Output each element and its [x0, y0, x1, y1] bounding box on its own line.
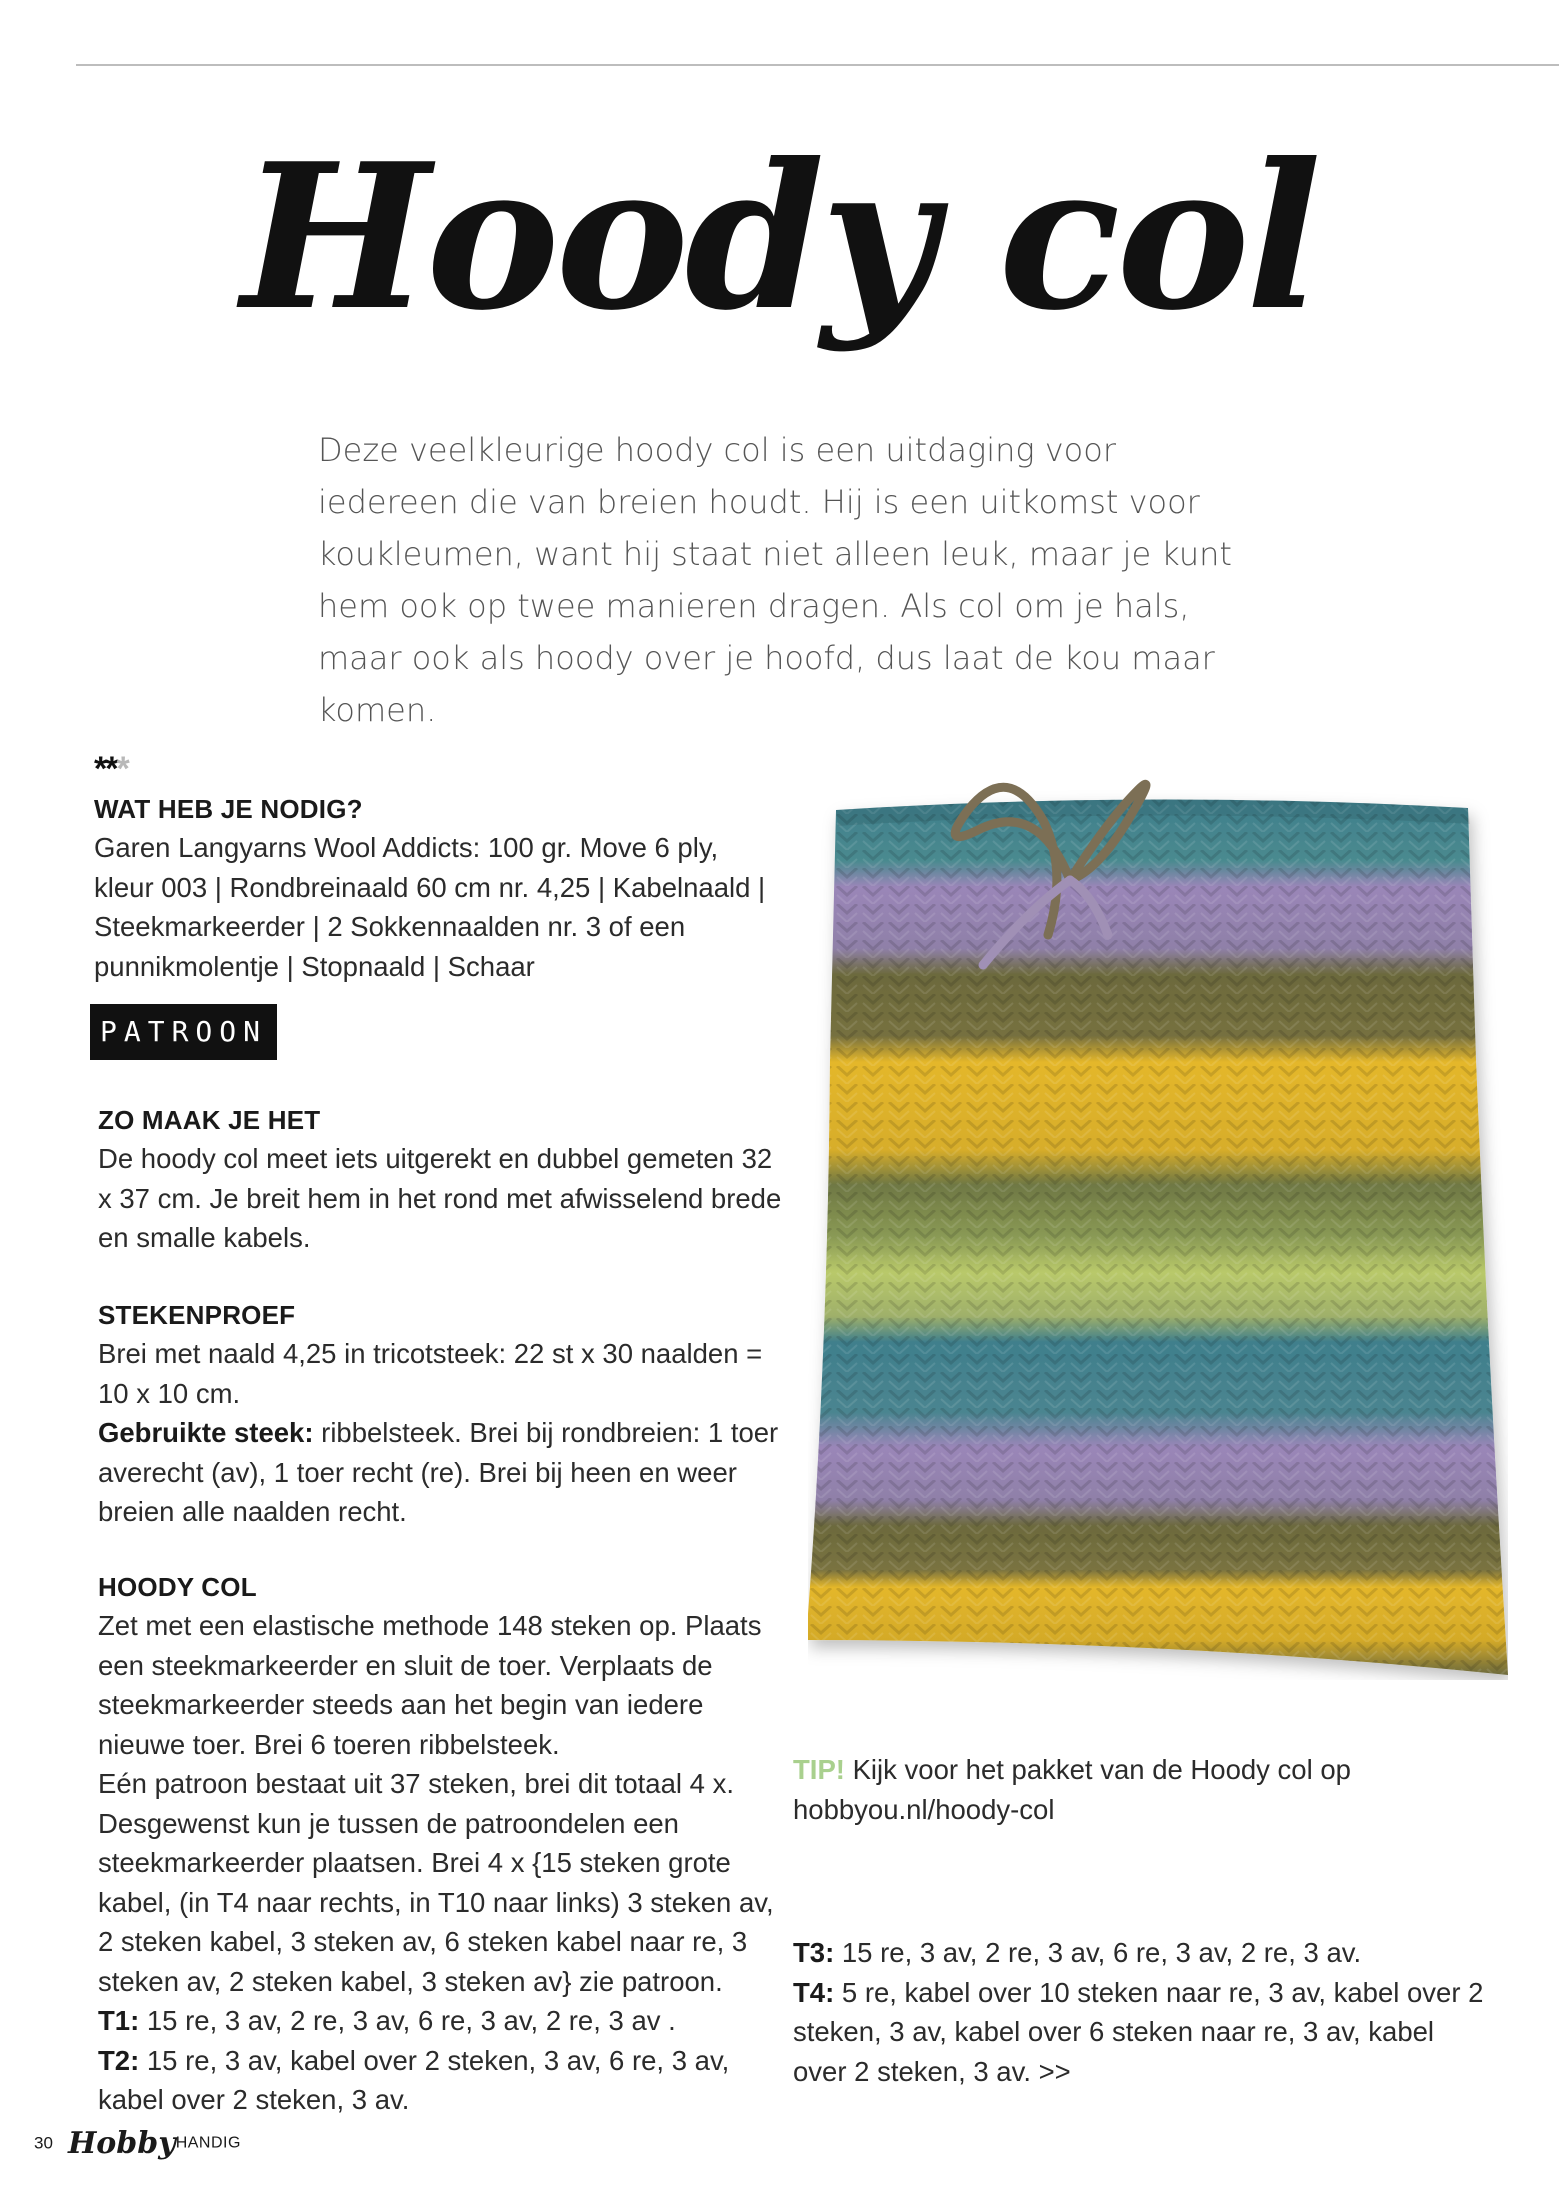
intro-text: Deze veelkleurige hoody col is een uitdaging voor iedereen die van breien houdt. Hij is een uitkomst voor koukleumen, want hij staat niet alleen leuk, maar je kunt hem ook op twee manieren dragen. Als col om je hals, maar ook als hoody over je hoofd, dus laat de kou maar komen. [318, 431, 1232, 729]
instructions-heading: ZO MAAK JE HET [98, 1105, 321, 1135]
row-t2 [98, 2041, 788, 2120]
row-t4 [793, 1973, 1493, 2092]
instructions-section [98, 1101, 788, 1258]
difficulty-stars-empty: * [116, 750, 128, 788]
hoody-text-1: Zet met een elastische methode 148 steken op. Plaats een steekmarkeerder en sluit de toer. Verplaats de steekmarkeerder steeds aan het begin van iedere nieuwe toer. Brei 6 toeren ribbelsteek. [98, 1610, 762, 1760]
page-footer [34, 2126, 241, 2161]
stitch-used-text: ribbelsteek. Brei bij rondbreien: 1 toer averecht (av), 1 toer recht (re). Brei bij heen en weer breien alle naalden recht. [98, 1417, 779, 1527]
pattern-badge: PATROON [90, 1004, 277, 1060]
row-t3 [793, 1933, 1493, 1973]
hoody-section [98, 1568, 788, 2120]
row-t3-text: 15 re, 3 av, 2 re, 3 av, 6 re, 3 av, 2 re, 3 av. [834, 1937, 1362, 1968]
tip-text: Kijk voor het pakket van de Hoody col op hobbyou.nl/hoody-col [793, 1754, 1351, 1825]
instructions-text: De hoody col meet iets uitgerekt en dubbel gemeten 32 x 37 cm. Je breit hem in het rond met afwisselend brede en smalle kabels. [98, 1143, 782, 1253]
row-t1-label: T1: [98, 2005, 140, 2036]
row-t2-text: 15 re, 3 av, kabel over 2 steken, 3 av, 6 re, 3 av, kabel over 2 steken, 3 av. [98, 2044, 730, 2115]
magazine-logo: Hobby [67, 2126, 176, 2161]
row-t4-label: T4: [793, 1976, 835, 2008]
row-t1 [98, 2001, 788, 2041]
materials-text: Garen Langyarns Wool Addicts: 100 gr. Move 6 ply, kleur 003 | Rondbreinaald 60 cm nr. 4,25 | Kabelnaald | Steekmarkeerder | 2 Sokkennaalden nr. 3 of een punnikmolentje | Stopnaald | Schaar [94, 832, 766, 982]
gauge-text: Brei met naald 4,25 in tricotsteek: 22 st x 30 naalden = 10 x 10 cm. [98, 1338, 763, 1409]
materials-section [94, 790, 784, 986]
tip-label: TIP! [793, 1754, 845, 1785]
page-title: Hoody col [241, 120, 1318, 355]
row-t2-label: T2: [98, 2044, 140, 2076]
row-t3-label: T3: [793, 1937, 835, 1968]
stitch-used [98, 1413, 788, 1532]
intro-paragraph [318, 424, 1248, 736]
magazine-logo-suffix: HANDIG [175, 2134, 241, 2152]
stitch-used-label: Gebruikte steek: [98, 1417, 314, 1448]
difficulty-rating [94, 752, 774, 786]
difficulty-stars-filled: ** [94, 750, 117, 788]
materials-heading: WAT HEB JE NODIG? [94, 794, 363, 824]
gauge-section [98, 1296, 788, 1532]
row-t1-text: 15 re, 3 av, 2 re, 3 av, 6 re, 3 av, 2 re, 3 av . [139, 2005, 676, 2036]
row-t4-text: 5 re, kabel over 10 steken naar re, 3 av, kabel over 2 steken, 3 av, kabel over 6 steken naar re, 3 av, kabel over 2 steken, 3 av. >> [793, 1976, 1484, 2087]
rows-continued [793, 1933, 1493, 2091]
tip-box [793, 1750, 1493, 1829]
top-rule [76, 64, 1559, 66]
page-number: 30 [34, 2133, 53, 2153]
hoody-text-2: Eén patroon bestaat uit 37 steken, brei dit totaal 4 x. Desgewenst kun je tussen de patroondelen een steekmarkeerder plaatsen. Brei 4 x {15 steken grote kabel, (in T4 naar rechts, in T10 naar links) 3 steken av, 2 steken kabel, 3 steken av, 6 steken kabel naar re, 3 steken av, 2 steken kabel, 3 steken av} zie patroon. [98, 1768, 774, 1997]
hoody-heading: HOODY COL [98, 1572, 257, 1602]
hoody-col-photo [808, 760, 1508, 1680]
gauge-heading: STEKENPROEF [98, 1300, 296, 1330]
